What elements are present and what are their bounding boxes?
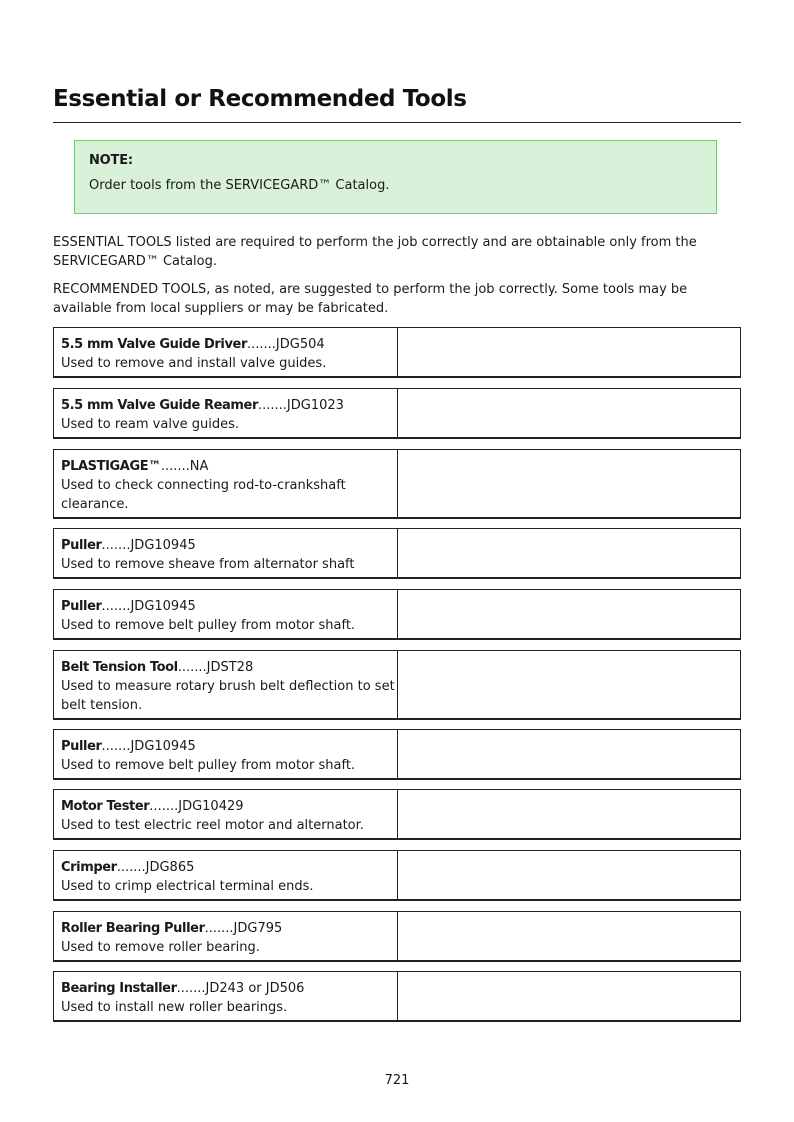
tool-row — [53, 388, 741, 438]
tool-leader: ....... — [149, 799, 179, 814]
tool-image-cell — [398, 912, 740, 960]
tool-image-cell — [398, 790, 740, 838]
tool-description: Used to remove belt pulley from motor shaft. — [61, 758, 356, 773]
tool-description: Used to install new roller bearings. — [61, 1000, 288, 1015]
tool-image-cell — [398, 972, 740, 1020]
tool-part-number: JD243 or JD506 — [205, 981, 305, 996]
tool-name: Crimper — [61, 860, 117, 875]
tool-row — [53, 729, 741, 779]
tool-description-cell — [54, 730, 398, 778]
tool-image-cell — [398, 450, 740, 517]
tool-description-cell — [54, 389, 398, 437]
tool-description: Used to check connecting rod-to-crankshaft clearance. — [61, 478, 346, 512]
tool-row — [53, 528, 741, 578]
tool-leader: ....... — [176, 981, 206, 996]
tool-part-number: NA — [189, 459, 209, 474]
tool-part-number: JDG10945 — [130, 739, 196, 754]
tool-leader: ....... — [101, 739, 131, 754]
tool-row — [53, 911, 741, 961]
tool-image-cell — [398, 529, 740, 577]
recommended-tools-paragraph: RECOMMENDED TOOLS, as noted, are suggested to perform the job correctly. Some tools may be available from local suppliers or may be fabricated. — [53, 282, 688, 316]
title-divider — [53, 122, 741, 123]
tool-part-number: JDG1023 — [286, 398, 344, 413]
essential-tools-paragraph: ESSENTIAL TOOLS listed are required to perform the job correctly and are obtainable only from the SERVICEGARD™ Catalog. — [53, 235, 697, 269]
tool-description-cell — [54, 328, 398, 376]
tool-leader: ....... — [204, 921, 234, 936]
tool-row — [53, 449, 741, 518]
tool-part-number: JDG795 — [233, 921, 283, 936]
tool-row — [53, 650, 741, 719]
tool-description: Used to remove roller bearing. — [61, 940, 260, 955]
tool-image-cell — [398, 730, 740, 778]
tool-description: Used to crimp electrical terminal ends. — [61, 879, 314, 894]
tool-description-cell — [54, 851, 398, 899]
tool-row — [53, 589, 741, 639]
tool-description: Used to remove and install valve guides. — [61, 356, 327, 371]
tool-description-cell — [54, 590, 398, 638]
tool-leader: ....... — [101, 599, 131, 614]
tool-description-cell — [54, 529, 398, 577]
tool-name: Puller — [61, 739, 102, 754]
tool-leader: ....... — [177, 660, 207, 675]
tool-leader: ....... — [160, 459, 190, 474]
tool-name: Puller — [61, 599, 102, 614]
tool-part-number: JDG10945 — [130, 599, 196, 614]
tool-image-cell — [398, 590, 740, 638]
tool-row — [53, 789, 741, 839]
tool-part-number: JDG865 — [145, 860, 195, 875]
tool-leader: ....... — [246, 337, 276, 352]
tool-name: 5.5 mm Valve Guide Reamer — [61, 398, 258, 413]
page-title: Essential or Recommended Tools — [53, 86, 467, 112]
tool-name: PLASTIGAGE™ — [61, 459, 161, 474]
tool-image-cell — [398, 651, 740, 718]
tool-leader: ....... — [116, 860, 146, 875]
tool-image-cell — [398, 328, 740, 376]
tool-image-cell — [398, 851, 740, 899]
tool-image-cell — [398, 389, 740, 437]
tool-description-cell — [54, 972, 398, 1020]
tool-description: Used to test electric reel motor and alternator. — [61, 818, 364, 833]
tool-name: 5.5 mm Valve Guide Driver — [61, 337, 247, 352]
tool-row — [53, 971, 741, 1021]
tool-description-cell — [54, 651, 398, 718]
tool-description-cell — [54, 912, 398, 960]
tool-part-number: JDG504 — [275, 337, 325, 352]
tool-row — [53, 850, 741, 900]
note-text: Order tools from the SERVICEGARD™ Catalog. — [89, 178, 390, 193]
tool-leader: ....... — [101, 538, 131, 553]
tool-name: Bearing Installer — [61, 981, 177, 996]
page-number: 721 — [384, 1073, 410, 1088]
tool-leader: ....... — [257, 398, 287, 413]
tool-part-number: JDST28 — [206, 660, 254, 675]
tool-description: Used to measure rotary brush belt deflection to set belt tension. — [61, 679, 395, 713]
tool-part-number: JDG10429 — [178, 799, 244, 814]
tool-description: Used to ream valve guides. — [61, 417, 240, 432]
tool-description-cell — [54, 790, 398, 838]
tool-name: Motor Tester — [61, 799, 150, 814]
note-box — [74, 140, 717, 214]
note-heading: NOTE: — [89, 153, 133, 168]
tool-row — [53, 327, 741, 377]
tool-name: Belt Tension Tool — [61, 660, 178, 675]
tool-part-number: JDG10945 — [130, 538, 196, 553]
tool-name: Puller — [61, 538, 102, 553]
tool-name: Roller Bearing Puller — [61, 921, 205, 936]
tool-description-cell — [54, 450, 398, 517]
tool-description: Used to remove sheave from alternator shaft — [61, 557, 355, 572]
tool-description: Used to remove belt pulley from motor shaft. — [61, 618, 356, 633]
